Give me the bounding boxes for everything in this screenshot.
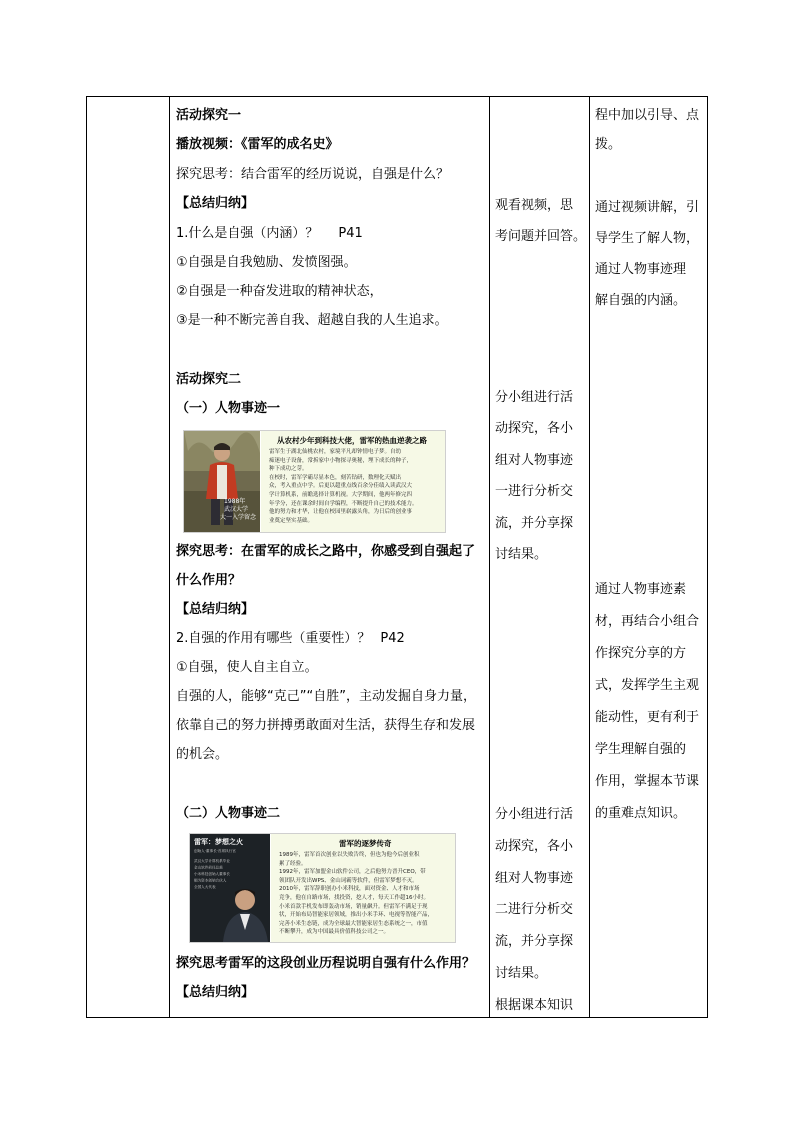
intent-line-top: 拨。 <box>595 137 622 152</box>
student-line-3: 流，并分享探 <box>495 934 574 950</box>
student-line-2: 讨结果。 <box>495 547 548 562</box>
leijun-young-photo <box>184 431 260 532</box>
story2-title: （二）人物事迹二 <box>176 806 281 821</box>
p42-explain-line-2: 依靠自己的努力拼搏勇敢面对生活，获得生存和发展 <box>176 718 476 733</box>
intent-line-low: 材，再结合小组合 <box>595 614 700 629</box>
story2-text-panel <box>271 834 455 942</box>
intent-line-mid: 通过人物事迹理 <box>595 262 687 277</box>
story1-text-line: 年学分，还在课余时间自学编程，不断提升自己的技术能力。 <box>269 500 418 507</box>
student-line-2: 动探究，各小 <box>495 421 574 437</box>
question-2-line-2: 什么作用？ <box>176 573 242 588</box>
intent-line-top: 程中加以引导、点 <box>595 108 700 123</box>
question-1: 探究思考：结合雷军的经历说说，自强是什么？ <box>176 167 450 182</box>
story2-text-line: 累了经验。 <box>279 860 307 867</box>
story2-text-line: 小米首款手机发布即轰动市场，销量飙升。但雷军不满足于现 <box>279 903 428 910</box>
p41-point-1: ①自强是自我勉励、发愤图强。 <box>176 255 357 270</box>
question-3: 探究思考雷军的这段创业历程说明自强有什么作用？ <box>176 956 476 971</box>
photo-label-3: 大一入学留念 <box>220 514 257 521</box>
student-line-2: 组对人物事迹 <box>495 452 574 468</box>
design-intent-cell <box>590 97 707 1017</box>
student-line-1a: 观看视频，思 <box>495 198 574 213</box>
story2-text-line: 1992年，雷军加盟金山软件公司，之后他努力晋升CEO，带 <box>279 869 426 876</box>
story2-text-line: 1989年，雷军首次创业以失败告终，但也为他今后创业积 <box>279 852 420 858</box>
summary-3-heading: 【总结归纳】 <box>176 985 255 1000</box>
p41-question: 1.什么是自强（内涵）？ P41 <box>176 226 363 241</box>
photo-subtitle: 创始人·董事长·首席执行官 <box>194 849 236 853</box>
student-line-3: 组对人物事迹 <box>495 870 574 886</box>
story2-figure <box>189 833 456 943</box>
intent-line-low: 作探究分享的方 <box>595 646 687 661</box>
student-line-3: 二进行分析交 <box>495 902 574 918</box>
story1-text-panel <box>261 431 445 532</box>
intent-line-low: 的重难点知识。 <box>595 806 687 821</box>
p41-point-2: ②自强是一种奋发进取的精神状态， <box>176 284 383 299</box>
story2-text-line: 不断攀升，成为中国最具价值科技公司之一。 <box>279 929 390 936</box>
student-line-1b: 考问题并回答。 <box>495 229 587 244</box>
intent-line-mid: 通过视频讲解，引 <box>595 200 700 215</box>
student-line-3: 讨结果。 <box>495 966 548 981</box>
story2-text-line: 竞争，他在自路市场，找投资，挖人才，每天工作超16小时。 <box>279 895 430 901</box>
summary-2-heading: 【总结归纳】 <box>176 602 255 617</box>
photo-bullet-line: 武汉大学计算机系毕业 <box>194 859 230 863</box>
activity1-title: 活动探究一 <box>176 108 242 123</box>
story1-text-line: 学计算机系，前瞻选择计算机视。大学期间，他两年修完四 <box>269 492 413 498</box>
photo-title: 雷军：梦想之火 <box>194 838 243 846</box>
p42-point-1: ①自强，使人自主自立。 <box>176 660 318 675</box>
leijun-speech-photo <box>190 834 270 942</box>
activity2-title: 活动探究二 <box>176 372 242 387</box>
photo-bullet-line: 金山软件前任总裁 <box>194 865 223 870</box>
teacher-activity-cell <box>170 97 489 1017</box>
student-line-3: 动探究，各小 <box>495 838 574 854</box>
intent-line-low: 学生理解自强的 <box>595 742 687 757</box>
story1-title: （一）人物事迹一 <box>176 401 281 416</box>
story1-text-line: 众，考入重点中学。后更以超重点线百余分佳绩入读武汉大 <box>269 483 413 490</box>
story2-text-line: 状，开始布局智能家居领域，推出小米手环、电视等智能产品， <box>279 912 434 919</box>
student-activity-cell <box>490 97 589 1017</box>
student-line-3: 根据课本知识 <box>495 997 574 1013</box>
p42-question: 2.自强的作用有哪些（重要性）？ P42 <box>176 631 405 646</box>
photo-label-1: 1988年 <box>224 498 246 505</box>
student-line-2: 流，并分享探 <box>495 515 574 531</box>
story1-caption: 从农村少年到科技大佬，雷军的热血逆袭之路 <box>277 436 427 445</box>
story1-text-line: 业奠定坚实基础。 <box>269 517 314 524</box>
intent-line-mid: 解自强的内涵。 <box>595 293 687 308</box>
story2-text-line: 完善小米生态链，成为全球最大智能家居生态系统之一，市值 <box>279 920 428 927</box>
photo-bullet-line: 顺为资本创始合伙人 <box>194 878 227 883</box>
story2-text-line: 领团队开发出WPS、金山词霸等软件，但雷军梦想不灭。 <box>279 877 418 884</box>
intent-line-low: 作用，掌握本节课 <box>595 774 700 789</box>
story1-text-line: 雷军生于湖北仙桃农村，家境平凡却钟情电子梦。自幼 <box>269 449 402 455</box>
intent-line-mid: 导学生了解人物， <box>595 231 700 246</box>
student-line-3: 分小组进行活 <box>495 807 574 822</box>
video-line: 播放视频：《雷军的成名史》 <box>176 137 339 152</box>
photo-bullet-line: 全国人大代表 <box>194 885 216 889</box>
story2-text-line: 2010年，雷军辞职创办小米科技，面对资金、人才和市场 <box>279 886 420 893</box>
story1-text-line: 痴迷电子设备，常拆家中小物探寻奥秘，埋下成长的种子， <box>269 457 413 464</box>
intent-line-low: 能动性，更有利于 <box>595 710 700 725</box>
p42-explain-line-1: 自强的人，能够“克己”“自胜”，主动发掘自身力量， <box>176 689 476 704</box>
intent-line-low: 通过人物事迹素 <box>595 582 687 597</box>
story1-text-line: 他的努力和才华，让他在校园里崭露头角，为日后的创业事 <box>269 509 413 516</box>
story1-text-line: 在校时，雷军学霸尽显本色，刻苦钻研，数理化天赋出 <box>269 474 402 481</box>
student-line-2: 分小组进行活 <box>495 390 574 405</box>
story1-figure <box>183 430 446 533</box>
p42-explain-line-3: 的机会。 <box>176 747 229 762</box>
summary-1-heading: 【总结归纳】 <box>176 196 255 211</box>
story1-text-line: 种下成功之芽。 <box>269 466 308 473</box>
stage-column-cell <box>87 97 169 1017</box>
p41-point-3: ③是一种不断完善自我、超越自我的人生追求。 <box>176 313 448 328</box>
photo-bullet-line: 小米科技创始人董事长 <box>194 872 230 876</box>
story2-caption: 雷军的逐梦传奇 <box>339 839 392 848</box>
student-line-2: 一进行分析交 <box>495 484 574 500</box>
intent-line-low: 式，发挥学生主观 <box>595 678 700 693</box>
lesson-plan-table <box>86 96 708 1018</box>
photo-label-2: 武汉大学 <box>224 506 249 513</box>
question-2-line-1: 探究思考：在雷军的成长之路中，你感受到自强起了 <box>176 544 476 559</box>
